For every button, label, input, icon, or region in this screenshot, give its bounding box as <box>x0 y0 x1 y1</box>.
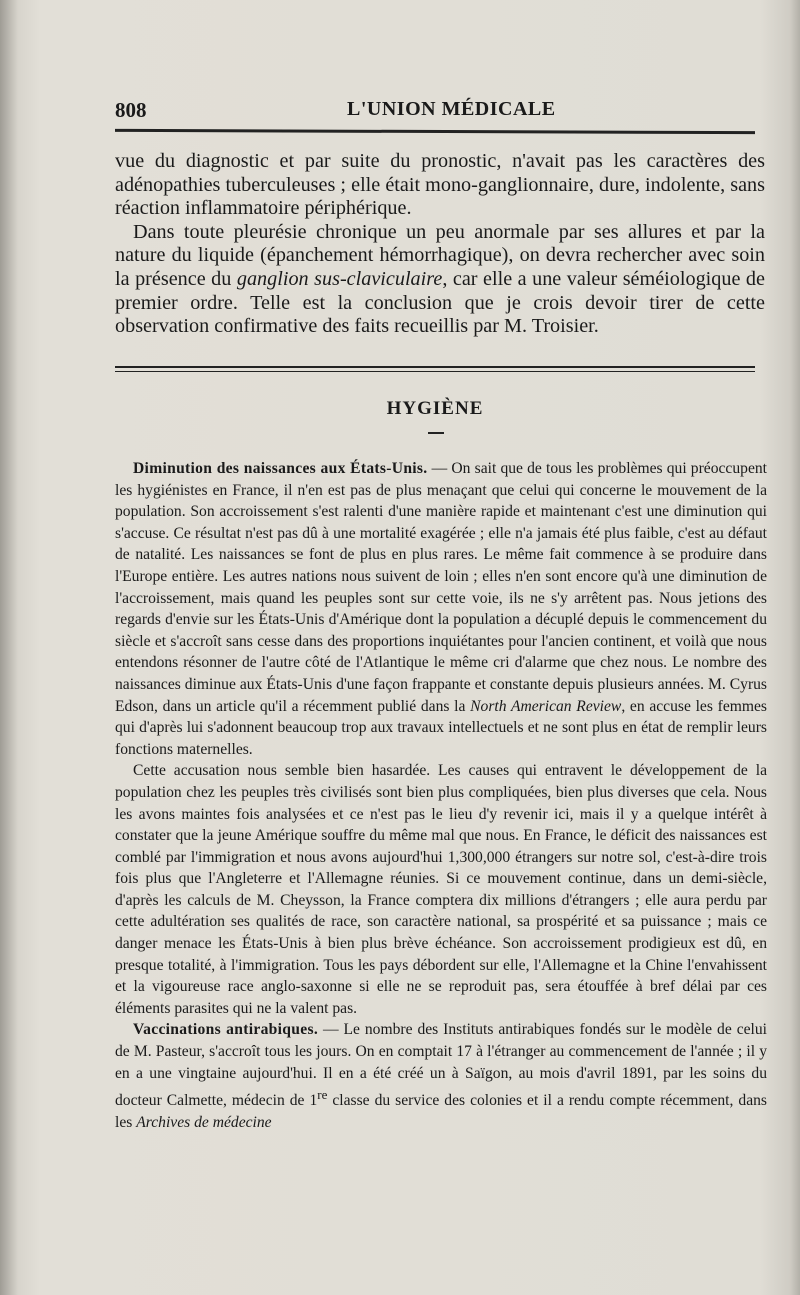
italic-term: ganglion sus-claviculaire <box>236 267 443 290</box>
article-2-heading: Vaccinations antirabiques. <box>133 1021 319 1039</box>
section-title: HYGIÈNE <box>386 398 484 419</box>
section-rule-lower <box>115 371 755 372</box>
intro-text <box>115 150 765 339</box>
article-body <box>115 458 767 1134</box>
section-dash <box>428 432 444 434</box>
section-rule-upper <box>115 366 755 368</box>
header-rule <box>115 129 755 134</box>
running-title: L'UNION MÉDICALE <box>347 98 556 120</box>
article-1-paragraph-1: Diminution des naissances aux États-Unis. — On sait que de tous les problèmes qui préoccupent les hygiénistes en France, il n'en est pas de plus menaçant que celui qui concerne le mouvement de la population. Son accroissement s'est ralenti d'une manière rapide et maintenant c'est une diminution qui s'accuse. Ce résultat n'est pas dû à une mortalité exagérée ; elle n'a jamais été plus faible, c'est au défaut de natalité. Les naissances se font de plus en plus rares. Le même fait commence à se produire dans l'Europe entière. Les autres nations nous suivent de loin ; elles n'en sont encore qu'à une diminution de l'accroissement, mais quand les peuples sont sur cette voie, ils ne s'y arrêtent pas. Nous jetions des regards d'envie sur les États-Unis d'Amérique dont la population a décuplé depuis le commencement du siècle et s'accroît sans cesse dans des proportions inquiétantes pour l'ancien continent, et voilà que nous entendons résonner de l'autre côté de l'Atlantique le même cri d'alarme que chez nous. Le nombre des naissances diminue aux États-Unis d'une façon frappante et constante depuis plusieurs années. M. Cyrus Edson, dans un article qu'il a récemment publié dans la North American Review, en accuse les femmes qui d'après lui s'adonnent beaucoup trop aux travaux intellectuels et ne sont plus en état de remplir leurs fonctions maternelles. <box>115 460 768 758</box>
article-2-paragraph: Vaccinations antirabiques. — Le nombre des Instituts antirabiques fondés sur le modèle de celui de M. Pasteur, s'accroît tous les jours. On en comptait 17 à l'étranger au commencement de l'année ; il y en a une vingtaine aujourd'hui. Il en a été créé un à Saïgon, au mois d'avril 1891, par les soins du docteur Calmette, médecin de 1re classe du service des colonies et il a rendu compte récemment, dans les Archives de médecine <box>115 1021 768 1131</box>
article-1-heading: Diminution des naissances aux États-Unis. <box>133 460 428 477</box>
article-1-paragraph-2: Cette accusation nous semble bien hasardée. Les causes qui entravent le développement de la population chez les peuples très civilisés sont bien plus compliquées, bien plus diverses que cela. Nous les avons maintes fois analysées et ce n'est pas le lieu d'y revenir ici, mais il y a quelque intérêt à constater que la jeune Amérique souffre du même mal que nous. En France, le déficit des naissances est comblé par l'immigration et nous avons aujourd'hui 1,300,000 étrangers sur notre sol, c'est-à-dire trois fois plus que l'Angleterre et l'Allemagne réunies. Si ce mouvement continue, dans un demi-siècle, d'après les calculs de M. Cheysson, la France comptera dix millions d'étrangers ; elle aura perdu par cette adultération ses qualités de race, son caractère national, sa prospérité et sa puissance ; mais ce danger menace les États-Unis à bien plus brève échéance. Son accroissement prodigieux est dû, en presque totalité, à l'immigration. Tous les pays débordent sur elle, l'Allemagne et la Chine l'envahissent et la vigoureuse race anglo-saxonne si elle ne se reproduit pas, sera étouffée à bref délai par ces éléments parasites qui ne la valent pas. <box>115 762 767 1017</box>
page-number: 808 <box>115 98 147 122</box>
journal-title: North American Review <box>470 697 622 715</box>
journal-title-2: Archives de médecine <box>136 1114 272 1131</box>
intro-paragraph-1: vue du diagnostic et par suite du pronostic, n'avait pas les caractères des adénopathies tuberculeuses ; elle était mono-ganglionnaire, dure, indolente, sans réaction inflammatoire périphérique. <box>115 150 765 220</box>
intro-paragraph-2: Dans toute pleurésie chronique un peu anormale par ses allures et par la nature du liquide (épanchement hémorrhagique), on devra rechercher avec soin la présence du ganglion sus-claviculaire, car elle a une valeur séméiologique de premier ordre. Telle est la conclusion que je crois devoir tirer de cette observation confirmative des faits recueillis par M. Troisier. <box>115 220 765 338</box>
page-header <box>115 98 755 124</box>
